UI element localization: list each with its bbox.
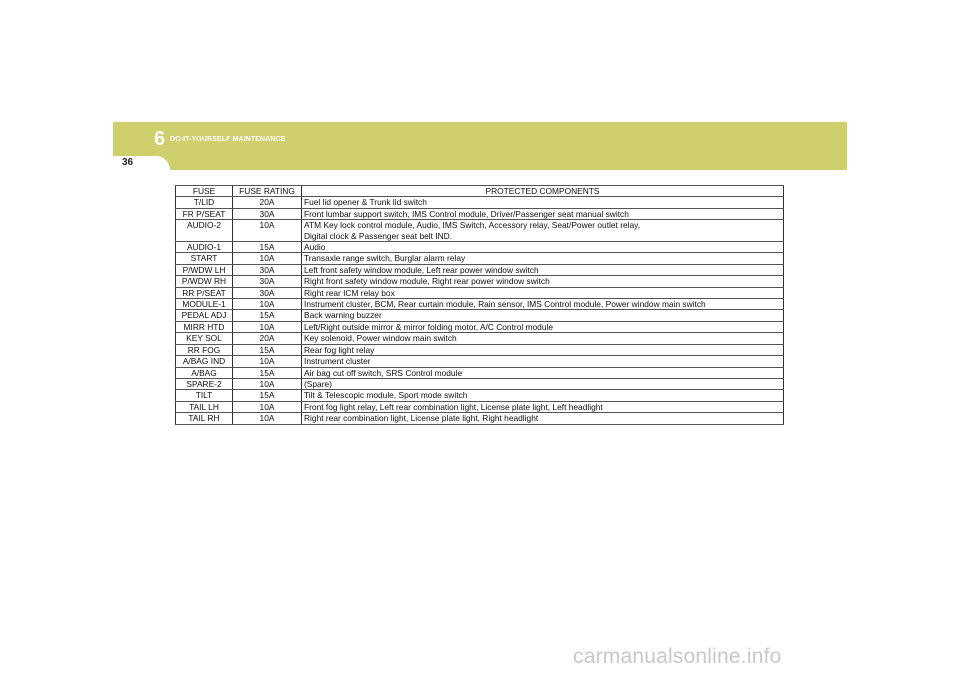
fuse-rating-cell: 15A xyxy=(233,367,302,378)
fuse-name-cell: A/BAG xyxy=(176,367,233,378)
fuse-name-cell: FR P/SEAT xyxy=(176,208,233,219)
fuse-rating-cell: 30A xyxy=(233,208,302,219)
component-line: Key solenoid, Power window main switch xyxy=(304,333,457,344)
component-line: Right rear ICM relay box xyxy=(304,287,395,298)
table-row xyxy=(176,356,784,367)
component-line: Right front safety window module, Right rear power window switch xyxy=(304,276,550,287)
protected-components-cell xyxy=(302,321,784,332)
fuse-rating-cell: 10A xyxy=(233,401,302,412)
table-row xyxy=(176,333,784,344)
table-row xyxy=(176,299,784,310)
fuse-name-cell: TILT xyxy=(176,390,233,401)
protected-components-cell xyxy=(302,344,784,355)
watermark: carmanualsonline.info xyxy=(573,645,782,668)
component-line: Digital clock & Passenger seat belt IND. xyxy=(304,230,453,241)
column-header-components: PROTECTED COMPONENTS xyxy=(302,186,784,197)
fuse-rating-cell: 20A xyxy=(233,333,302,344)
component-line: Fuel lid opener & Trunk lid switch xyxy=(304,197,427,208)
fuse-name-cell: RR P/SEAT xyxy=(176,287,233,298)
fuse-name-cell: SPARE-2 xyxy=(176,378,233,389)
component-line: Audio xyxy=(304,242,326,253)
fuse-table xyxy=(175,185,784,425)
protected-components-cell xyxy=(302,367,784,378)
table-row xyxy=(176,220,784,242)
component-line: Instrument cluster xyxy=(304,356,371,367)
protected-components-cell xyxy=(302,276,784,287)
protected-components-cell xyxy=(302,356,784,367)
fuse-name-cell: PEDAL ADJ xyxy=(176,310,233,321)
fuse-rating-cell: 30A xyxy=(233,287,302,298)
fuse-table-body xyxy=(176,197,784,424)
fuse-rating-cell: 10A xyxy=(233,299,302,310)
component-line: Front lumbar support switch, IMS Control module, Driver/Passenger seat manual switch xyxy=(304,208,629,219)
component-line: Air bag cut off switch, SRS Control module xyxy=(304,367,463,378)
protected-components-cell xyxy=(302,264,784,275)
table-row xyxy=(176,390,784,401)
table-row xyxy=(176,321,784,332)
table-row xyxy=(176,401,784,412)
component-line: (Spare) xyxy=(304,378,332,389)
page-number: 36 xyxy=(122,157,134,168)
protected-components-cell xyxy=(302,208,784,219)
fuse-rating-cell: 10A xyxy=(233,356,302,367)
component-line: Rear fog light relay xyxy=(304,344,375,355)
table-row xyxy=(176,344,784,355)
protected-components-cell xyxy=(302,197,784,208)
fuse-rating-cell: 10A xyxy=(233,253,302,264)
fuse-name-cell: TAIL RH xyxy=(176,413,233,424)
table-row xyxy=(176,367,784,378)
protected-components-cell xyxy=(302,253,784,264)
fuse-name-cell: RR FOG xyxy=(176,344,233,355)
fuse-name-cell: T/LID xyxy=(176,197,233,208)
protected-components-cell xyxy=(302,220,784,242)
fuse-rating-cell: 10A xyxy=(233,321,302,332)
fuse-name-cell: MIRR HTD xyxy=(176,321,233,332)
chapter-number: 6 xyxy=(154,128,166,150)
component-line: Left/Right outside mirror & mirror folding motor, A/C Control module xyxy=(304,321,554,332)
table-row xyxy=(176,287,784,298)
fuse-name-cell: P/WDW RH xyxy=(176,276,233,287)
table-row xyxy=(176,310,784,321)
table-row xyxy=(176,242,784,253)
protected-components-cell xyxy=(302,401,784,412)
fuse-rating-cell: 10A xyxy=(233,220,302,242)
component-line: ATM Key lock control module, Audio, IMS Switch, Accessory relay, Seat/Power outlet relay, xyxy=(304,220,641,231)
protected-components-cell xyxy=(302,390,784,401)
protected-components-cell xyxy=(302,287,784,298)
component-line: Front fog light relay, Left rear combination light, License plate light, Left headlight xyxy=(304,401,603,412)
fuse-name-cell: AUDIO-1 xyxy=(176,242,233,253)
fuse-rating-cell: 30A xyxy=(233,264,302,275)
column-header-rating: FUSE RATING xyxy=(233,186,302,197)
fuse-rating-cell: 15A xyxy=(233,242,302,253)
protected-components-cell xyxy=(302,333,784,344)
protected-components-cell xyxy=(302,310,784,321)
protected-components-cell xyxy=(302,299,784,310)
protected-components-cell xyxy=(302,378,784,389)
fuse-name-cell: AUDIO-2 xyxy=(176,220,233,242)
table-row xyxy=(176,378,784,389)
table-row xyxy=(176,197,784,208)
fuse-rating-cell: 15A xyxy=(233,310,302,321)
component-line: Right rear combination light, License plate light, Right headlight xyxy=(304,413,539,424)
table-row xyxy=(176,276,784,287)
fuse-rating-cell: 15A xyxy=(233,344,302,355)
chapter-title: DO-IT-YOURSELF MAINTENANCE xyxy=(170,136,286,143)
chapter-header-band xyxy=(113,122,847,170)
component-line: Back warning buzzer xyxy=(304,310,382,321)
fuse-rating-cell: 10A xyxy=(233,378,302,389)
protected-components-cell xyxy=(302,413,784,424)
table-row xyxy=(176,208,784,219)
fuse-name-cell: A/BAG IND xyxy=(176,356,233,367)
table-row xyxy=(176,264,784,275)
fuse-rating-cell: 15A xyxy=(233,390,302,401)
fuse-rating-cell: 20A xyxy=(233,197,302,208)
fuse-rating-cell: 30A xyxy=(233,276,302,287)
fuse-name-cell: MODULE-1 xyxy=(176,299,233,310)
fuse-rating-cell: 10A xyxy=(233,413,302,424)
fuse-name-cell: KEY SOL xyxy=(176,333,233,344)
protected-components-cell xyxy=(302,242,784,253)
component-line: Left front safety window module, Left rear power window switch xyxy=(304,264,539,275)
table-header-row xyxy=(176,186,784,197)
component-line: Transaxle range switch, Burglar alarm relay xyxy=(304,253,466,264)
column-header-fuse: FUSE xyxy=(176,186,233,197)
table-row xyxy=(176,413,784,424)
fuse-name-cell: TAIL LH xyxy=(176,401,233,412)
component-line: Instrument cluster, BCM, Rear curtain module, Rain sensor, IMS Control module, Power window main switch xyxy=(304,299,706,310)
table-row xyxy=(176,253,784,264)
fuse-name-cell: P/WDW LH xyxy=(176,264,233,275)
fuse-name-cell: START xyxy=(176,253,233,264)
component-line: Tilt & Telescopic module, Sport mode switch xyxy=(304,390,468,401)
